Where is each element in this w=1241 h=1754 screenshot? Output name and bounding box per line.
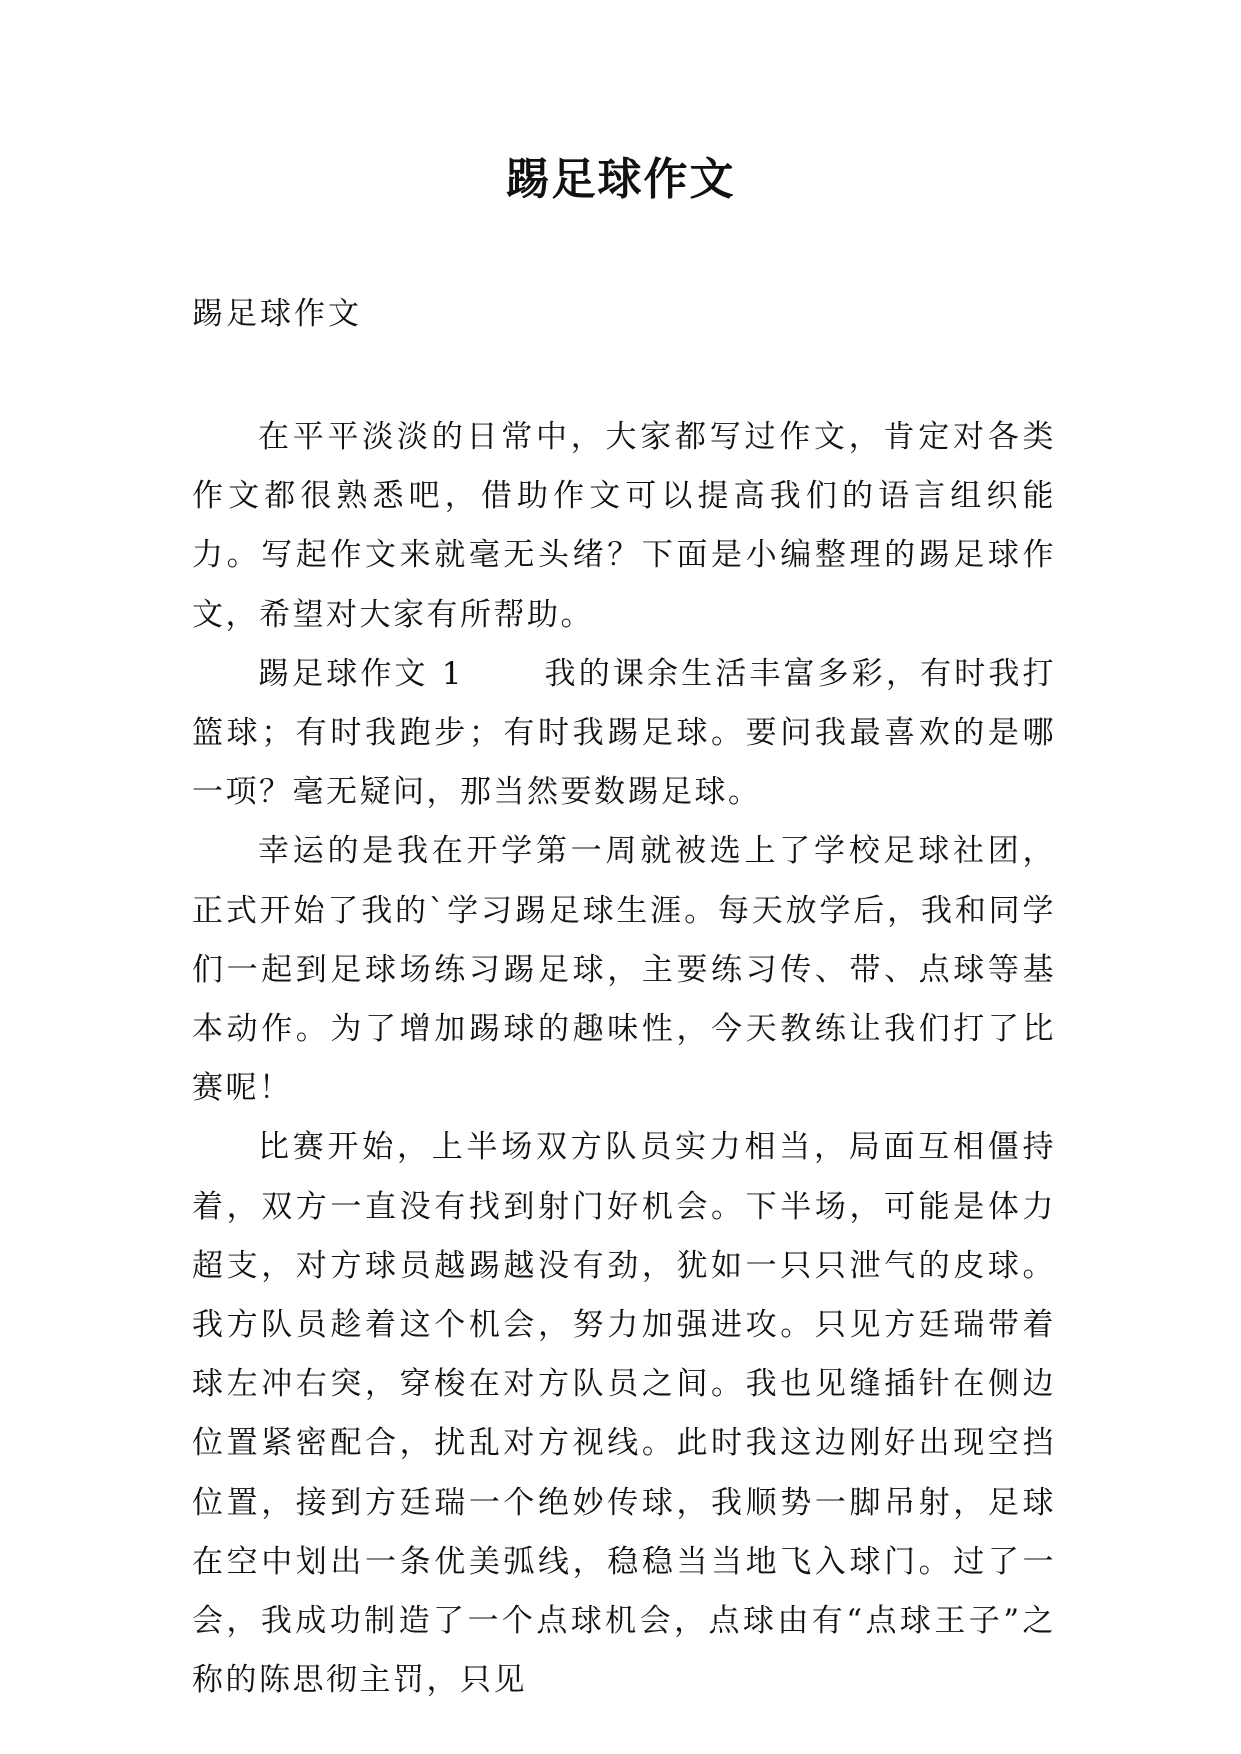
paragraph-essay-1-opening — [192, 645, 1056, 823]
paragraph-essay-1-text: 我的课余生活丰富多彩，有时我打篮球；有时我跑步；有时我踢足球。要问我最喜欢的是哪一项？毫无疑问，那当然要数踢足球。 — [192, 655, 1057, 811]
document-subtitle: 踢足球作文 — [192, 296, 362, 332]
paragraph-intro: 在平平淡淡的日常中，大家都写过作文，肯定对各类作文都很熟悉吧，借助作文可以提高我们的语言组织能力。写起作文来就毫无头绪？下面是小编整理的踢足球作文，希望对大家有所帮助。 — [192, 419, 1056, 633]
paragraph-club: 幸运的是我在开学第一周就被选上了学校足球社团，正式开始了我的`学习踢足球生涯。每天放学后，我和同学们一起到足球场练习踢足球，主要练习传、带、点球等基本动作。为了增加踢球的趣味性，今天教练让我们打了比赛呢！ — [192, 833, 1056, 1107]
document-title: 踢足球作文 — [505, 154, 736, 205]
paragraph-match: 比赛开始，上半场双方队员实力相当，局面互相僵持着，双方一直没有找到射门好机会。下半场，可能是体力超支，对方球员越踢越没有劲，犹如一只只泄气的皮球。我方队员趁着这个机会，努力加强进攻。只见方廷瑞带着球左冲右突，穿梭在对方队员之间。我也见缝插针在侧边位置紧密配合，扰乱对方视线。此时我这边刚好出现空挡位置，接到方廷瑞一个绝妙传球，我顺势一脚吊射，足球在空中划出一条优美弧线，稳稳当当地飞入球门。过了一会，我成功制造了一个点球机会，点球由有“点球王子”之称的陈思彻主罚，只见 — [192, 1129, 1056, 1699]
document-body — [192, 408, 1056, 1710]
section-heading: 踢足球作文 1 — [258, 655, 464, 692]
